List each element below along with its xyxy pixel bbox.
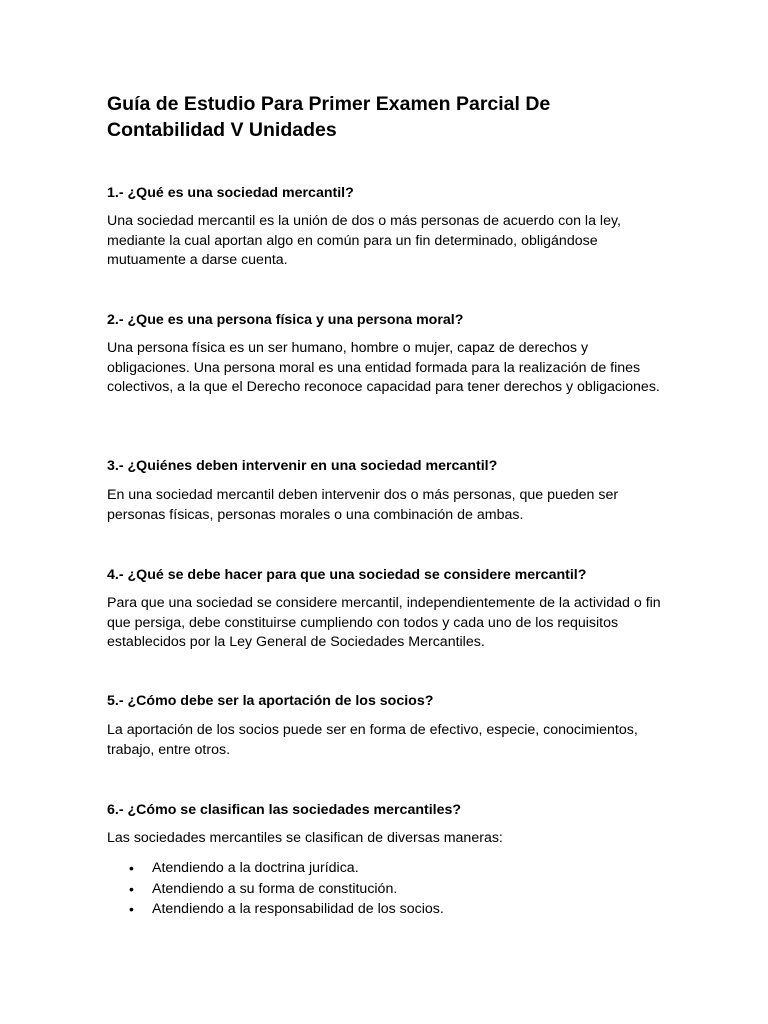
list-item xyxy=(107,899,667,920)
bullet-icon: • xyxy=(129,860,134,876)
question-3: 3.- ¿Quiénes deben intervenir en una sociedad mercantil? xyxy=(107,458,498,474)
question-6: 6.- ¿Cómo se clasifican las sociedades mercantiles? xyxy=(107,802,462,818)
list-item xyxy=(107,858,667,879)
list-item-text: Atendiendo a la responsabilidad de los socios. xyxy=(152,901,444,917)
document-title: Guía de Estudio Para Primer Examen Parcial De Contabilidad V Unidades xyxy=(107,93,551,141)
answer-6: Las sociedades mercantiles se clasifican de diversas maneras: xyxy=(107,830,503,846)
classification-list xyxy=(107,858,667,920)
list-item-text: Atendiendo a la doctrina jurídica. xyxy=(152,860,359,876)
question-2: 2.- ¿Que es una persona física y una persona moral? xyxy=(107,312,464,328)
answer-3: En una sociedad mercantil deben intervenir dos o más personas, que pueden ser personas físicas, personas morales o una combinación de ambas. xyxy=(107,487,619,523)
list-item xyxy=(107,879,667,900)
bullet-icon: • xyxy=(129,901,134,917)
question-1: 1.- ¿Qué es una sociedad mercantil? xyxy=(107,185,354,201)
answer-5: La aportación de los socios puede ser en forma de efectivo, especie, conocimientos, trabajo, entre otros. xyxy=(107,722,638,758)
answer-2: Una persona física es un ser humano, hombre o mujer, capaz de derechos y obligaciones. Una persona moral es una entidad formada para la realización de fines colectivos, a la que el Derecho reconoce capacidad para tener derechos y obligaciones. xyxy=(107,340,660,395)
question-4: 4.- ¿Qué se debe hacer para que una sociedad se considere mercantil? xyxy=(107,567,587,583)
question-5: 5.- ¿Cómo debe ser la aportación de los socios? xyxy=(107,693,434,709)
bullet-icon: • xyxy=(129,880,134,897)
list-item-text: Atendiendo a su forma de constitución. xyxy=(152,880,398,897)
answer-4: Para que una sociedad se considere mercantil, independientemente de la actividad o fin que persiga, debe constituirse cumpliendo con todos y cada uno de los requisitos establecidos por la Ley General de Sociedades Mercantiles. xyxy=(107,595,661,650)
answer-1: Una sociedad mercantil es la unión de dos o más personas de acuerdo con la ley, mediante la cual aportan algo en común para un fin determinado, obligándose mutuamente a darse cuenta. xyxy=(107,213,621,268)
